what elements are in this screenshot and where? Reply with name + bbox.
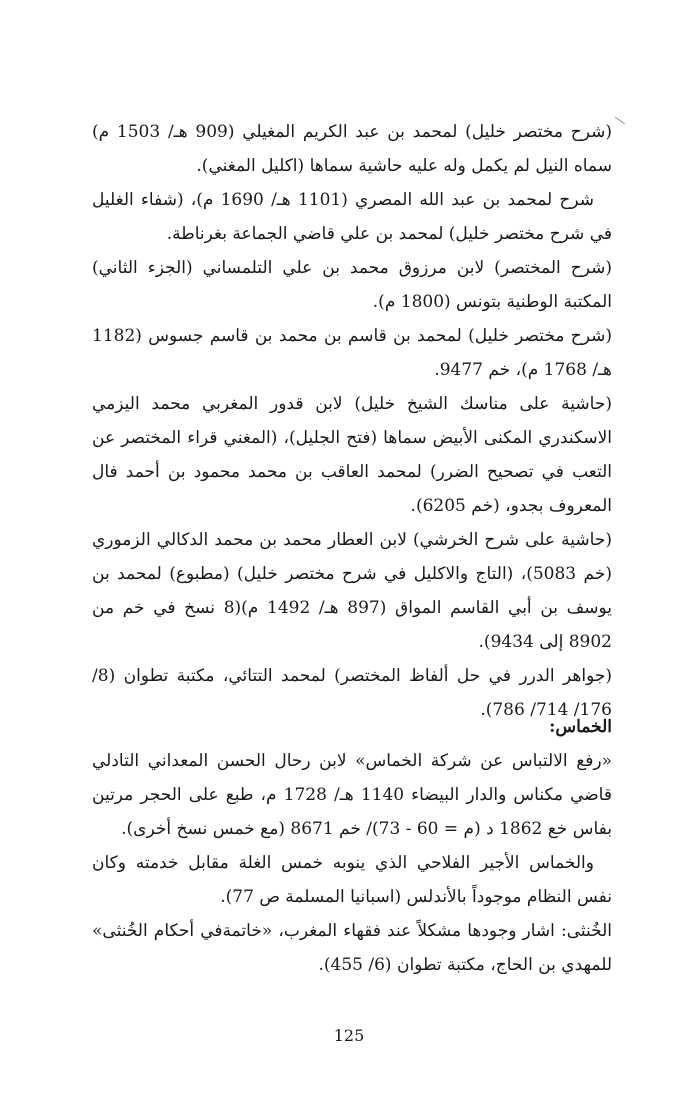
paragraph: (حاشية على مناسك الشيخ خليل) لابن قدور المغربي محمد اليزمي الاسكندري المكنى الأبيض سماها (فتح الجليل)، (المغني قراء المختصر عن التعب في تصحيح الضرر) لمحمد العاقب بن محمد محمود بن أحمد فال المعروف بجدو، (خم 6205).	[92, 394, 612, 516]
margin-mark	[615, 117, 625, 125]
section-khammas	[92, 710, 612, 982]
paragraph: والخماس الأجير الفلاحي الذي ينوبه خمس الغلة مقابل خدمته وكان نفس النظام موجوداً بالأندلس (اسبانيا المسلمة ص 77).	[92, 853, 612, 907]
paragraph: الخُنثى: اشار وجودها مشكلاً عند فقهاء المغرب، «خاتمةفي أحكام الخُنثى» للمهدي بن الحاج، مكتبة تطوان (6/ 455).	[92, 921, 612, 975]
paragraph: (حاشية على شرح الخرشي) لابن العطار محمد بن محمد الدكالي الزموري (خم 5083)، (التاج والاكليل في شرح مختصر خليل) (مطبوع) لمحمد بن يوسف بن أبي القاسم المواق (897 هـ/ 1492 م)(8 نسخ في خم من 8902 إلى 9434).	[92, 530, 613, 652]
section-heading: الخماس:	[549, 717, 612, 737]
paragraph: شرح لمحمد بن عبد الله المصري (1101 هـ/ 1690 م)، (شفاء الغليل في شرح مختصر خليل) لمحمد بن علي قاضي الجماعة بغرناطة.	[92, 190, 612, 244]
paragraph: (شرح مختصر خليل) لمحمد بن قاسم بن محمد بن قاسم جسوس (1182 هـ/ 1768 م)، خم 9477.	[92, 326, 612, 380]
paragraph: (شرح المختصر) لابن مرزوق محمد بن علي التلمساني (الجزء الثاني) المكتبة الوطنية بتونس (1800 م).	[92, 258, 612, 312]
paragraph: (شرح مختصر خليل) لمحمد بن عبد الكريم المغيلي (909 هـ/ 1503 م) سماه النيل لم يكمل وله عليه حاشية سماها (اكليل المغني).	[92, 122, 612, 176]
paragraph: (جواهر الدرر في حل ألفاظ المختصر) لمحمد التتائي، مكتبة تطوان (8/ 176/ 714/ 786).	[92, 666, 612, 720]
bibliography-section-khalil	[92, 115, 612, 727]
paragraph: «رفع الالتباس عن شركة الخماس» لابن رحال الحسن المعداني التادلي قاضي مكناس والدار البيضاء 1140 هـ/ 1728 م، طبع على الحجر مرتين بفاس خع 1862 د (م = 60 - 73)/ خم 8671 (مع خمس نسخ أخرى).	[92, 751, 612, 839]
page-number: 125	[333, 1026, 365, 1045]
